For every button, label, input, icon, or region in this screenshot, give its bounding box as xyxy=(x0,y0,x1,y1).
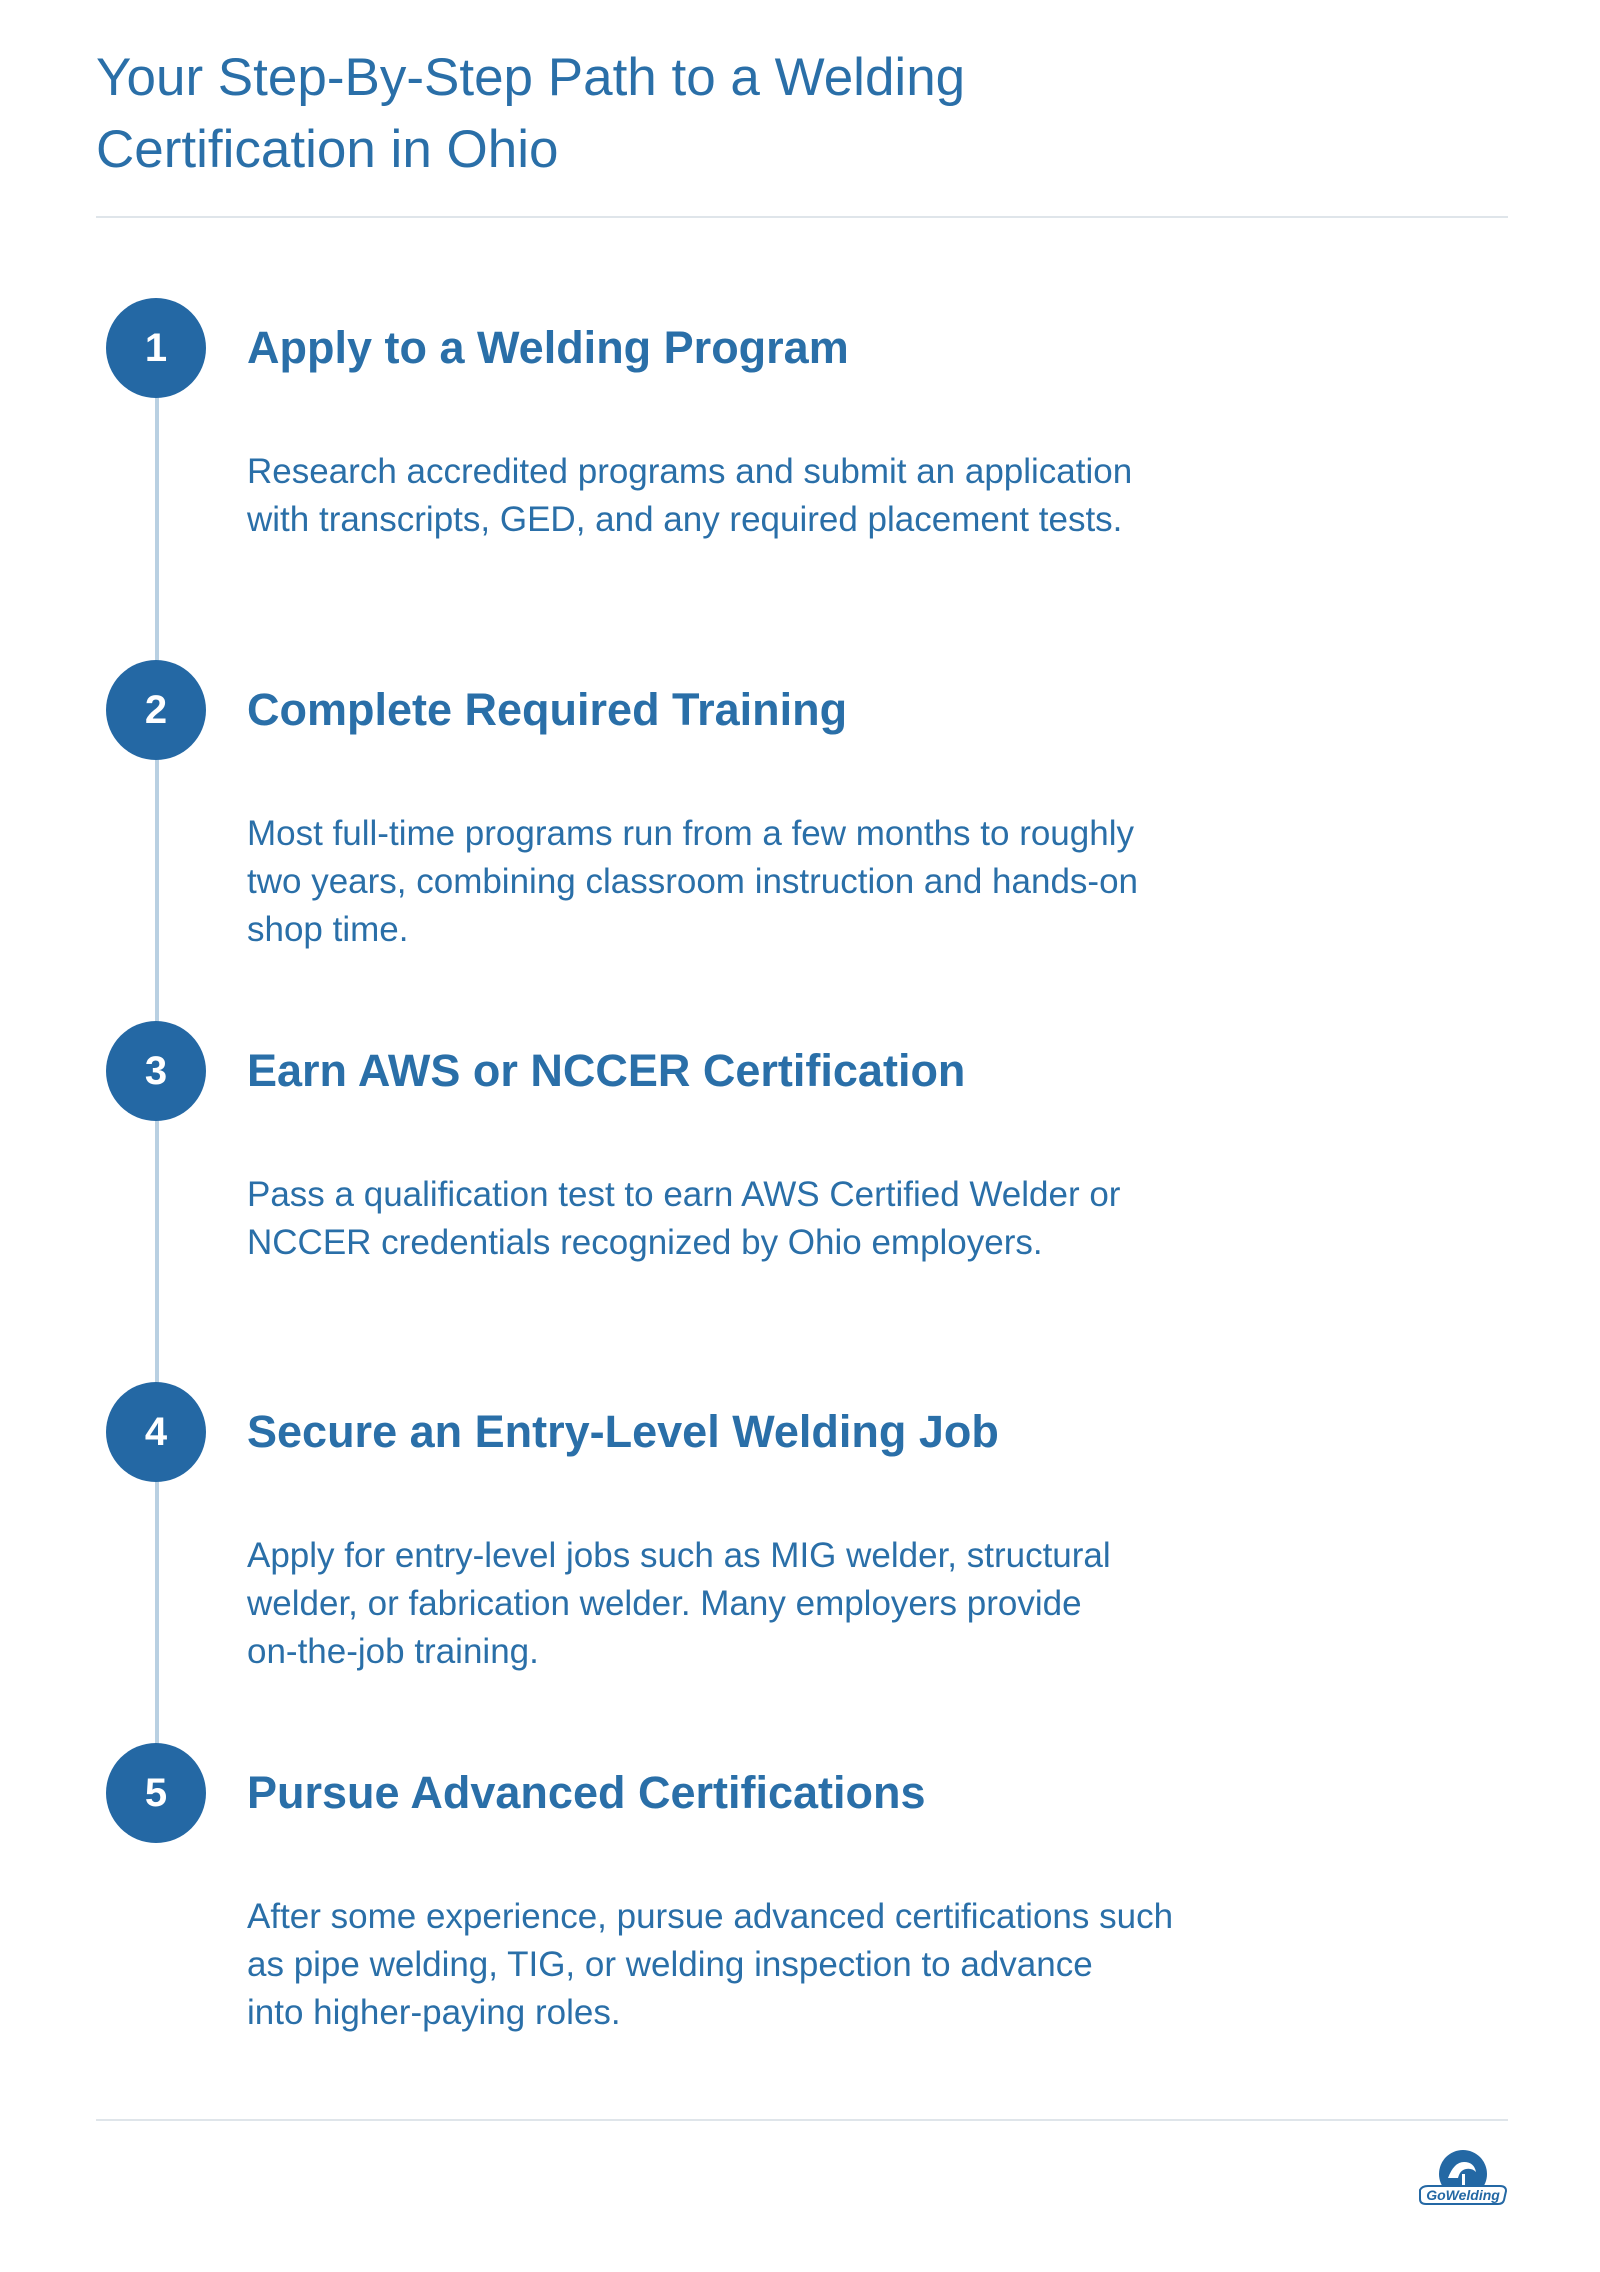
step-description-line: shop time. xyxy=(247,910,409,949)
step-number-circle: 1 xyxy=(106,298,206,398)
top-divider xyxy=(96,216,1508,218)
step-description-line: Apply for entry-level jobs such as MIG welder, structural xyxy=(247,1536,1111,1575)
step-description xyxy=(247,1893,1287,2037)
step-title: Pursue Advanced Certifications xyxy=(247,1767,926,1818)
step-description-line: After some experience, pursue advanced certifications such xyxy=(247,1897,1174,1936)
step-number-circle: 3 xyxy=(106,1021,206,1121)
step-description-line: NCCER credentials recognized by Ohio employers. xyxy=(247,1223,1043,1262)
step-description-line: as pipe welding, TIG, or welding inspection to advance xyxy=(247,1945,1093,1984)
step-description-line: on-the-job training. xyxy=(247,1632,539,1671)
step-description-line: two years, combining classroom instruction and hands-on xyxy=(247,862,1138,901)
page-title-line-2: Certification in Ohio xyxy=(96,120,559,179)
step-description-line: into higher-paying roles. xyxy=(247,1993,621,2032)
step-title: Earn AWS or NCCER Certification xyxy=(247,1045,966,1096)
step-description xyxy=(247,1532,1287,1676)
bottom-divider xyxy=(96,2119,1508,2121)
step-number-circle: 2 xyxy=(106,660,206,760)
step-title: Secure an Entry-Level Welding Job xyxy=(247,1406,999,1457)
step-description-line: Most full-time programs run from a few months to roughly xyxy=(247,814,1134,853)
step-description xyxy=(247,448,1287,544)
step-title: Complete Required Training xyxy=(247,684,848,735)
step-description xyxy=(247,1171,1287,1267)
step-number-circle: 4 xyxy=(106,1382,206,1482)
logo-wordmark: GoWelding xyxy=(1426,2187,1500,2203)
step-description xyxy=(247,810,1287,954)
step-description-line: with transcripts, GED, and any required placement tests. xyxy=(247,500,1123,539)
step-title: Apply to a Welding Program xyxy=(247,322,849,373)
step-number-circle: 5 xyxy=(106,1743,206,1843)
step-description-line: Research accredited programs and submit an application xyxy=(247,452,1133,491)
step-description-line: Pass a qualification test to earn AWS Certified Welder or xyxy=(247,1175,1121,1214)
step-description-line: welder, or fabrication welder. Many employers provide xyxy=(247,1584,1082,1623)
page-title-line-1: Your Step-By-Step Path to a Welding xyxy=(96,48,966,107)
page-title xyxy=(96,42,1196,186)
gowelding-logo-icon xyxy=(1418,2148,1508,2210)
